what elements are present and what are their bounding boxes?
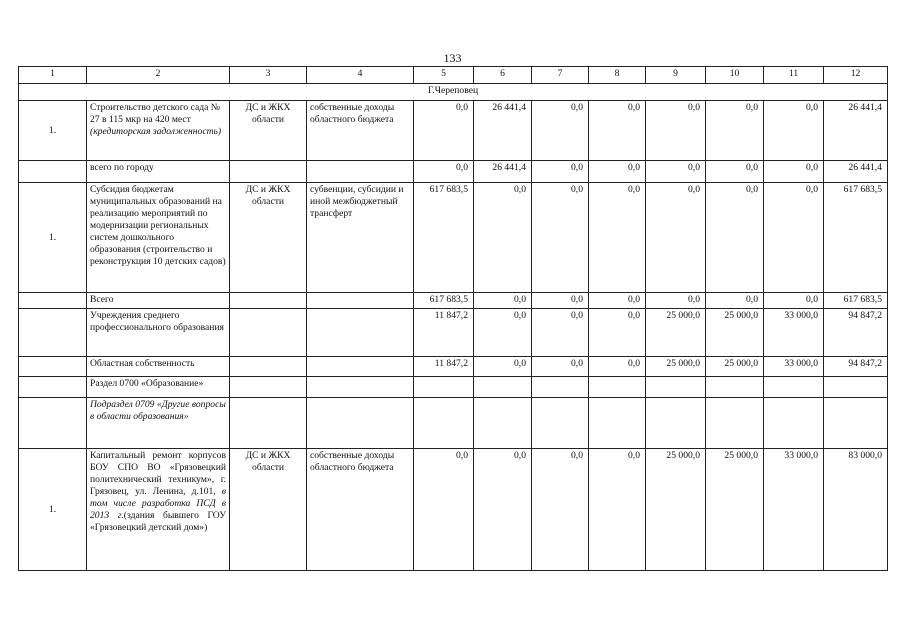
row-number xyxy=(19,293,87,309)
amount-cell: 33 000,0 xyxy=(764,449,824,571)
amount-cell: 0,0 xyxy=(646,161,706,183)
amount-cell: 0,0 xyxy=(589,161,646,183)
column-number: 11 xyxy=(764,67,824,84)
amount-cell: 83 000,0 xyxy=(824,449,888,571)
item-name-text: Учреждения среднего профессионального образования xyxy=(90,310,224,333)
amount-cell: 0,0 xyxy=(532,357,589,377)
column-number: 3 xyxy=(230,67,307,84)
amount-cell: 617 683,5 xyxy=(824,183,888,293)
city-row xyxy=(19,84,888,101)
item-name-text: всего по городу xyxy=(90,162,154,173)
amount-cell: 0,0 xyxy=(646,101,706,161)
funding-source xyxy=(307,377,414,398)
amount-cell: 0,0 xyxy=(532,101,589,161)
amount-cell xyxy=(706,398,764,449)
executor: ДС и ЖКХ области xyxy=(230,183,307,293)
amount-cell xyxy=(532,398,589,449)
amount-cell: 0,0 xyxy=(474,357,532,377)
amount-cell xyxy=(646,398,706,449)
column-number: 7 xyxy=(532,67,589,84)
column-number: 1 xyxy=(19,67,87,84)
row-number xyxy=(19,398,87,449)
executor xyxy=(230,161,307,183)
amount-cell: 0,0 xyxy=(532,309,589,357)
column-number: 10 xyxy=(706,67,764,84)
amount-cell: 25 000,0 xyxy=(646,449,706,571)
amount-cell: 617 683,5 xyxy=(414,293,474,309)
item-name xyxy=(87,183,230,293)
executor: ДС и ЖКХ области xyxy=(230,101,307,161)
item-name-italic: Подраздел 0709 «Другие вопросы в области образования» xyxy=(90,399,226,422)
item-name xyxy=(87,357,230,377)
amount-cell: 0,0 xyxy=(474,183,532,293)
page-number: 133 xyxy=(443,51,462,65)
item-name xyxy=(87,101,230,161)
table-row xyxy=(19,377,888,398)
item-name xyxy=(87,309,230,357)
item-name-text: Раздел 0700 «Образование» xyxy=(90,378,204,389)
executor xyxy=(230,357,307,377)
table-row xyxy=(19,398,888,449)
column-number: 9 xyxy=(646,67,706,84)
amount-cell: 0,0 xyxy=(414,449,474,571)
amount-cell: 94 847,2 xyxy=(824,357,888,377)
column-number: 4 xyxy=(307,67,414,84)
item-name-italic: в том числе разработка ПСД в 2013 г. xyxy=(90,486,226,521)
funding-source: собственные доходы областного бюджета xyxy=(307,101,414,161)
column-number: 2 xyxy=(87,67,230,84)
table-row xyxy=(19,161,888,183)
amount-cell: 25 000,0 xyxy=(646,357,706,377)
column-number: 6 xyxy=(474,67,532,84)
amount-cell: 0,0 xyxy=(589,357,646,377)
row-number xyxy=(19,357,87,377)
executor xyxy=(230,398,307,449)
amount-cell xyxy=(414,398,474,449)
table-row xyxy=(19,101,888,161)
item-name xyxy=(87,449,230,571)
amount-cell: 0,0 xyxy=(706,101,764,161)
funding-source xyxy=(307,357,414,377)
amount-cell xyxy=(474,398,532,449)
row-number: 1. xyxy=(19,449,87,571)
amount-cell xyxy=(646,377,706,398)
amount-cell: 94 847,2 xyxy=(824,309,888,357)
funding-source xyxy=(307,161,414,183)
item-name-italic: (кредиторская задолженность) xyxy=(90,126,222,137)
funding-source xyxy=(307,293,414,309)
amount-cell: 0,0 xyxy=(532,293,589,309)
item-name-text: Капитальный ремонт корпусов БОУ СПО ВО «Грязовецкий политехнический техникум», г. Грязовец, ул. Ленина, д.101, xyxy=(90,450,226,497)
amount-cell: 26 441,4 xyxy=(824,161,888,183)
column-number: 8 xyxy=(589,67,646,84)
amount-cell xyxy=(706,377,764,398)
amount-cell: 33 000,0 xyxy=(764,357,824,377)
executor: ДС и ЖКХ области xyxy=(230,449,307,571)
amount-cell xyxy=(824,377,888,398)
city-title: Г.Череповец xyxy=(19,84,888,101)
executor xyxy=(230,377,307,398)
amount-cell: 33 000,0 xyxy=(764,309,824,357)
amount-cell xyxy=(764,377,824,398)
amount-cell: 26 441,4 xyxy=(474,161,532,183)
funding-source xyxy=(307,398,414,449)
amount-cell xyxy=(414,377,474,398)
funding-source: собственные доходы областного бюджета xyxy=(307,449,414,571)
amount-cell: 0,0 xyxy=(589,309,646,357)
column-number: 5 xyxy=(414,67,474,84)
row-number: 1. xyxy=(19,101,87,161)
amount-cell: 0,0 xyxy=(706,183,764,293)
amount-cell: 0,0 xyxy=(646,293,706,309)
item-name-text: Субсидия бюджетам муниципальных образований на реализацию мероприятий по модернизации региональных систем дошкольного образования (строительство и реконструкция 10 детских садов) xyxy=(90,184,226,267)
item-name-text: Областная собственность xyxy=(90,358,195,369)
item-name xyxy=(87,377,230,398)
amount-cell: 26 441,4 xyxy=(824,101,888,161)
amount-cell: 617 683,5 xyxy=(414,183,474,293)
funding-source: субвенции, субсидии и иной межбюджетный трансферт xyxy=(307,183,414,293)
amount-cell: 0,0 xyxy=(414,101,474,161)
amount-cell xyxy=(532,377,589,398)
amount-cell: 26 441,4 xyxy=(474,101,532,161)
amount-cell: 0,0 xyxy=(764,161,824,183)
amount-cell: 0,0 xyxy=(474,449,532,571)
amount-cell: 0,0 xyxy=(589,101,646,161)
amount-cell: 0,0 xyxy=(589,183,646,293)
amount-cell: 0,0 xyxy=(764,293,824,309)
item-name xyxy=(87,161,230,183)
amount-cell xyxy=(764,398,824,449)
amount-cell: 0,0 xyxy=(646,183,706,293)
item-name xyxy=(87,398,230,449)
amount-cell xyxy=(474,377,532,398)
item-name-tail: (здания бывшего ГОУ «Грязовецкий детский дом») xyxy=(90,510,226,533)
amount-cell: 0,0 xyxy=(706,161,764,183)
table-row xyxy=(19,449,888,571)
amount-cell: 0,0 xyxy=(589,449,646,571)
executor xyxy=(230,309,307,357)
table-row xyxy=(19,309,888,357)
funding-source xyxy=(307,309,414,357)
column-number: 12 xyxy=(824,67,888,84)
amount-cell: 0,0 xyxy=(532,183,589,293)
amount-cell: 0,0 xyxy=(414,161,474,183)
amount-cell: 25 000,0 xyxy=(706,309,764,357)
executor xyxy=(230,293,307,309)
amount-cell: 0,0 xyxy=(532,449,589,571)
amount-cell: 0,0 xyxy=(474,309,532,357)
amount-cell: 0,0 xyxy=(706,293,764,309)
item-name-text: Строительство детского сада № 27 в 115 мкр на 420 мест xyxy=(90,102,220,125)
table-row xyxy=(19,293,888,309)
amount-cell xyxy=(589,398,646,449)
amount-cell: 617 683,5 xyxy=(824,293,888,309)
amount-cell: 25 000,0 xyxy=(706,449,764,571)
amount-cell xyxy=(589,377,646,398)
row-number: 1. xyxy=(19,183,87,293)
amount-cell: 25 000,0 xyxy=(706,357,764,377)
item-name xyxy=(87,293,230,309)
amount-cell: 25 000,0 xyxy=(646,309,706,357)
amount-cell: 0,0 xyxy=(589,293,646,309)
amount-cell: 0,0 xyxy=(764,183,824,293)
row-number xyxy=(19,309,87,357)
table-row xyxy=(19,183,888,293)
amount-cell: 0,0 xyxy=(532,161,589,183)
table-row xyxy=(19,357,888,377)
amount-cell: 11 847,2 xyxy=(414,357,474,377)
item-name-text: Всего xyxy=(90,294,114,305)
budget-table xyxy=(18,66,888,571)
amount-cell xyxy=(824,398,888,449)
amount-cell: 11 847,2 xyxy=(414,309,474,357)
row-number xyxy=(19,377,87,398)
amount-cell: 0,0 xyxy=(474,293,532,309)
row-number xyxy=(19,161,87,183)
amount-cell: 0,0 xyxy=(764,101,824,161)
column-number-row xyxy=(19,67,888,84)
